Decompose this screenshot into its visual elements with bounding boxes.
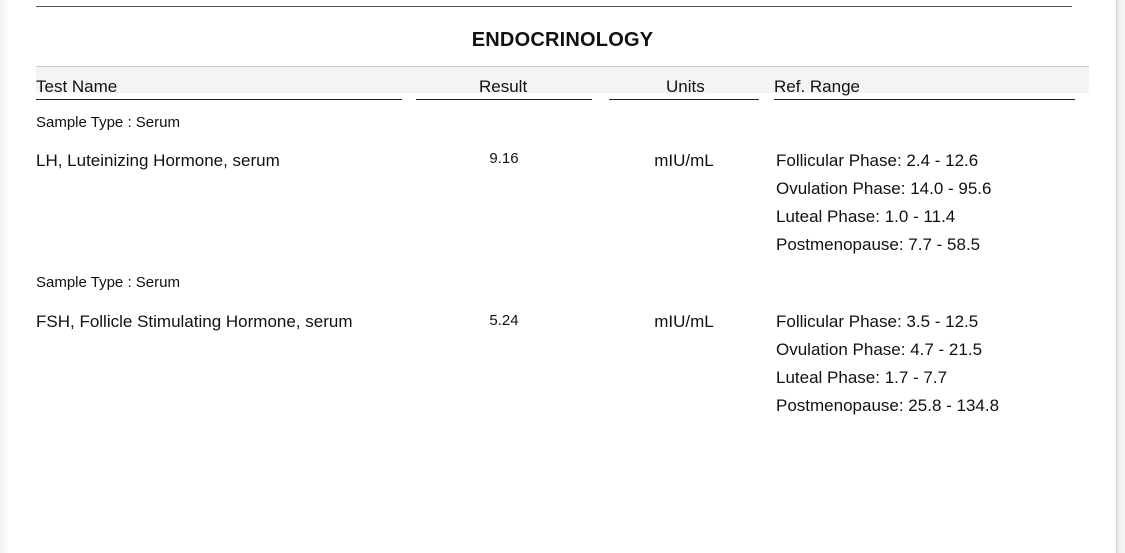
test-result-value: 5.24 [489, 312, 519, 329]
test-units: mIU/mL [654, 151, 714, 170]
column-header-test-name: Test Name [36, 77, 118, 96]
column-underline-ref-range [774, 99, 1075, 100]
column-header-units: Units [666, 77, 705, 96]
ref-range-line: Postmenopause: 7.7 - 58.5 [776, 235, 981, 254]
test-result-value: 9.16 [489, 150, 519, 167]
page-edge-right [1116, 0, 1125, 553]
column-header-result: Result [479, 77, 528, 96]
page-edge-left [0, 0, 8, 553]
column-underline-result [416, 99, 592, 100]
table-header-band [36, 66, 1089, 93]
sample-type-label: Sample Type : Serum [36, 274, 180, 291]
ref-range-line: Follicular Phase: 2.4 - 12.6 [776, 151, 979, 170]
sample-type-label: Sample Type : Serum [36, 114, 180, 131]
section-title: ENDOCRINOLOGY [471, 29, 654, 51]
column-header-ref-range: Ref. Range [774, 77, 860, 96]
ref-range-line: Luteal Phase: 1.7 - 7.7 [776, 368, 948, 387]
test-name: LH, Luteinizing Hormone, serum [36, 151, 280, 170]
test-units: mIU/mL [654, 312, 714, 331]
ref-range-line: Ovulation Phase: 4.7 - 21.5 [776, 340, 983, 359]
column-underline-test-name [36, 99, 402, 100]
column-underline-units [609, 99, 759, 100]
ref-range-line: Luteal Phase: 1.0 - 11.4 [776, 207, 956, 226]
ref-range-line: Postmenopause: 25.8 - 134.8 [776, 396, 1000, 415]
top-divider [36, 6, 1072, 7]
ref-range-line: Ovulation Phase: 14.0 - 95.6 [776, 179, 992, 198]
ref-range-line: Follicular Phase: 3.5 - 12.5 [776, 312, 979, 331]
test-name: FSH, Follicle Stimulating Hormone, serum [36, 312, 353, 331]
